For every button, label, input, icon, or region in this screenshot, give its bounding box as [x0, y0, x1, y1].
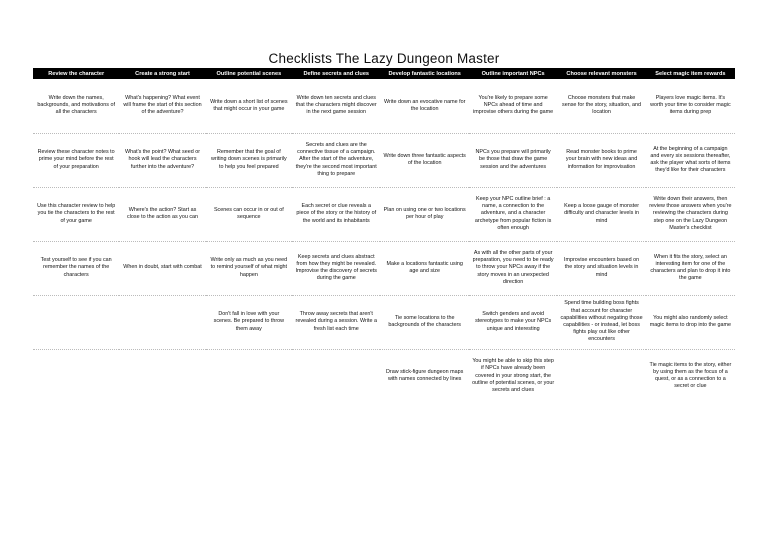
- table-cell: What's happening? What event will frame the start of this section of the adventure?: [119, 79, 205, 133]
- table-row: [33, 349, 735, 403]
- table-row: [33, 241, 735, 295]
- table-cell: Secrets and clues are the connective tissue of a campaign. After the start of the adventure, they're the second most important thing to prepare: [292, 133, 380, 187]
- table-cell: Switch genders and avoid stereotypes to make your NPCs unique and interesting: [469, 295, 557, 349]
- table-cell: Where's the action? Start as close to the action as you can: [119, 187, 205, 241]
- table-cell: Tie magic items to the story, either by using them as the focus of a quest, or as a connection to a secret or clue: [649, 361, 732, 390]
- table-row: [33, 133, 735, 187]
- table-cell: Plan on using one or two locations per hour of play: [380, 187, 468, 241]
- column-header: Review the character: [33, 68, 119, 79]
- table-cell: [292, 349, 380, 403]
- table-cell: Read monster books to prime your brain with new ideas and information for improvisation: [557, 133, 645, 187]
- column-header: Define secrets and clues: [292, 68, 380, 79]
- table-cell: Make a locations fantastic using age and size: [380, 241, 468, 295]
- table-cell: Scenes can occur in or out of sequence: [206, 187, 292, 241]
- table-cell: Keep your NPC outline brief : a name, a connection to the adventure, and a character archetype from popular fiction is often enough: [469, 187, 557, 241]
- table-cell: [119, 349, 205, 403]
- column-header: Develop fantastic locations: [380, 68, 468, 79]
- table-cell: Choose monsters that make sense for the story, situation, and location: [557, 79, 645, 133]
- table-cell: [206, 349, 292, 403]
- table-cell: NPCs you prepare will primarily be those that draw the game session and the adventures: [469, 133, 557, 187]
- table-cell: Improvise encounters based on the story and situation levels in mind: [557, 241, 645, 295]
- header-row: [33, 68, 735, 79]
- table-cell: When in doubt, start with combat: [119, 241, 205, 295]
- table-cell: [119, 295, 205, 349]
- table-cell: Players love magic items. It's worth your time to consider magic items during prep: [646, 79, 735, 133]
- table-cell: Write only as much as you need to remind yourself of what might happen: [206, 241, 292, 295]
- page-title: Checklists The Lazy Dungeon Master: [268, 51, 500, 66]
- table-cell: Throw away secrets that aren't revealed during a session. Write a fresh list each time: [292, 295, 380, 349]
- table-cell: Keep a loose gauge of monster difficulty and character levels in mind: [557, 187, 645, 241]
- table-cell: Keep secrets and clues abstract from how they might be revealed. Improvise the discovery of secrets during the game: [292, 241, 380, 295]
- table-cell: Draw stick-figure dungeon maps with names connected by lines: [386, 369, 464, 383]
- table-cell: At the beginning of a campaign and every six sessions thereafter, ask the player what sorts of items they'd like for their characters: [646, 133, 735, 187]
- column-header: Outline important NPCs: [469, 68, 557, 79]
- table-cell: As with all the other parts of your preparation, you need to be ready to throw your NPCs away if the story moves in an unexpected direction: [469, 241, 557, 295]
- table-cell: You're likely to prepare some NPCs ahead of time and improvise others during the game: [469, 79, 557, 133]
- table-cell: What's the point? What seed or hook will lead the characters further into the adventure?: [119, 133, 205, 187]
- column-header: Select magic item rewards: [646, 68, 735, 79]
- table-cell: [33, 349, 119, 403]
- table-cell: Write down a short list of scenes that might occur in your game: [206, 79, 292, 133]
- table-row: [33, 187, 735, 241]
- table-cell: [557, 349, 645, 403]
- table-cell: Spend time building boss fights that account for character capabilities without negating those capabilities - or instead, let boss fights play out like other encounters: [557, 295, 645, 349]
- column-header: Choose relevant monsters: [557, 68, 645, 79]
- table-cell: You might also randomly select magic items to drop into the game: [646, 295, 735, 349]
- column-header: Outline potential scenes: [206, 68, 292, 79]
- table-cell: Write down ten secrets and clues that the characters might discover in the next game session: [292, 79, 380, 133]
- table-cell: When it fits the story, select an interesting item for one of the characters and plan to drop it into the game: [646, 241, 735, 295]
- table-cell: Write down an evocative name for the location: [380, 79, 468, 133]
- table-cell: [33, 295, 119, 349]
- checklist-table: [33, 68, 735, 403]
- table-cell: Use this character review to help you tie the characters to the rest of your game: [33, 187, 119, 241]
- table-cell: Write down the names, backgrounds, and motivations of all the characters: [33, 79, 119, 133]
- table-cell: You might be able to skip this step if NPCs have already been covered in your strong start, the outline of potential scenes, or your secrets and clues: [472, 358, 555, 394]
- table-cell: Each secret or clue reveals a piece of the story or the history of the world and its inhabitants: [292, 187, 380, 241]
- table-cell: Remember that the goal of writing down scenes is primarily to help you feel prepared: [206, 133, 292, 187]
- table-cell: Tie some locations to the backgrounds of the characters: [380, 295, 468, 349]
- column-header: Create a strong start: [119, 68, 205, 79]
- table-cell: Don't fall in love with your scenes. Be prepared to throw them away: [206, 295, 292, 349]
- table-row: [33, 295, 735, 349]
- table-cell: Test yourself to see if you can remember the names of the characters: [33, 241, 119, 295]
- table-cell: Review these character notes to prime your mind before the rest of your preparation: [33, 133, 119, 187]
- table-cell: Write down three fantastic aspects of the location: [380, 133, 468, 187]
- table-cell: Write down their answers, then review those answers when you're reviewing the characters during step one on the Lazy Dungeon Master's checklist: [646, 187, 735, 241]
- table-row: [33, 79, 735, 133]
